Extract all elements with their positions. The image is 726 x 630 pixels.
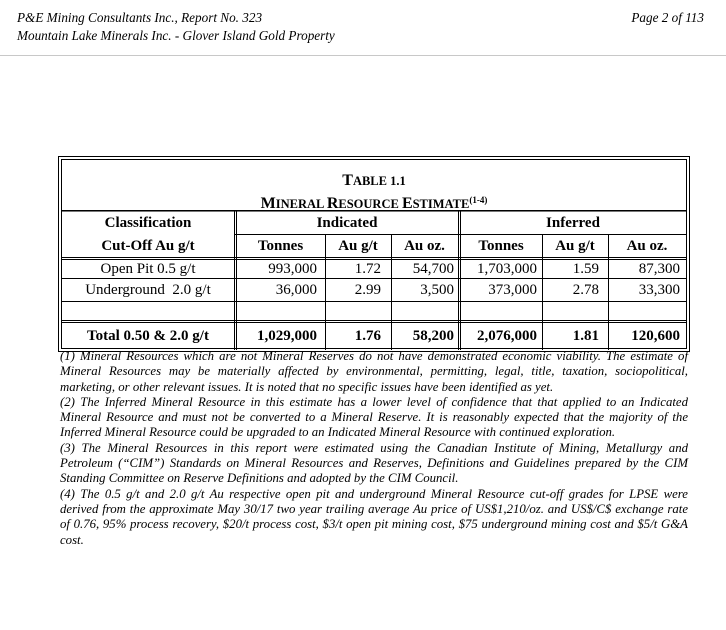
row-label: Underground 2.0 g/t bbox=[85, 282, 211, 298]
report-title: P&E Mining Consultants Inc., Report No. 323 bbox=[17, 10, 263, 25]
row-label: Open Pit 0.5 g/t bbox=[100, 261, 196, 277]
header-ind-au-oz: Au oz. bbox=[404, 238, 445, 254]
ind-tonnes-cell: 36,000 bbox=[275, 282, 317, 298]
inf-tonnes-cell: 1,703,000 bbox=[477, 261, 537, 277]
page-number: Page 2 of 113 bbox=[631, 10, 704, 25]
note-1: (1) Mineral Resources which are not Mineral Reserves do not have demonstrated economic viability. The estimate of Mineral Resources may be materially affected by environmental, permitting, legal, title, taxation, sociopolitical, marketing, or other relevant issues. It is noted that no specific issues have been identified as yet. bbox=[60, 349, 688, 394]
inf-au-oz-cell: 33,300 bbox=[638, 282, 680, 298]
ind-au-oz-cell: 3,500 bbox=[420, 282, 454, 298]
header-cutoff: Cut-Off Au g/t bbox=[101, 238, 195, 254]
inf-au-gt-cell: 1.59 bbox=[572, 261, 599, 277]
table-notes bbox=[60, 349, 688, 548]
header-inf-tonnes: Tonnes bbox=[478, 238, 524, 254]
total-ind-au-oz: 58,200 bbox=[412, 328, 454, 344]
note-4: (4) The 0.5 g/t and 2.0 g/t Au respective open pit and underground Mineral Resource cut-off grades for LPSE were derived from the approximate May 30/17 two year trailing average Au price of US$1,210/oz. and US$/C$ exchange rate of 0.76, 95% process recovery, $20/t process cost, $3/t open pit mining cost, $75 underground mining cost and $5/t G&A cost. bbox=[60, 486, 688, 547]
header-ind-au-gt: Au g/t bbox=[338, 238, 378, 254]
table-caption: MINERAL RESOURCE ESTIMATE$^{(1-4)}$ bbox=[260, 195, 488, 212]
total-label: Total 0.50 & 2.0 g/t bbox=[87, 328, 209, 344]
header-divider bbox=[0, 55, 726, 56]
header-classification: Classification bbox=[104, 215, 192, 231]
property-title: Mountain Lake Minerals Inc. - Glover Island Gold Property bbox=[17, 28, 335, 43]
note-2: (2) The Inferred Mineral Resource in this estimate has a lower level of confidence that that applied to an Indicated Mineral Resource and must not be converted to a Mineral Reserve. It is reasonably expected that the majority of the Inferred Mineral Resource could be upgraded to an Indicated Mineral Resource with continued exploration. bbox=[60, 394, 688, 440]
ind-au-gt-cell: 1.72 bbox=[354, 261, 381, 277]
total-inf-au-gt: 1.81 bbox=[572, 328, 599, 344]
inf-au-oz-cell: 87,300 bbox=[638, 261, 680, 277]
caption-superscript: (1-4) bbox=[469, 195, 488, 205]
total-inf-tonnes: 2,076,000 bbox=[477, 328, 537, 344]
inf-au-gt-cell: 2.78 bbox=[572, 282, 599, 298]
table-rule bbox=[62, 211, 686, 212]
header-inf-au-oz: Au oz. bbox=[626, 238, 668, 254]
table-rule bbox=[62, 320, 686, 321]
inf-tonnes-cell: 373,000 bbox=[488, 282, 537, 298]
resource-table bbox=[58, 156, 690, 352]
note-3: (3) The Mineral Resources in this report were estimated using the Canadian Institute of Mining, Metallurgy and Petroleum (“CIM”) Standards on Mineral Resources and Reserves, Definitions and Guidelines prepared by the CIM Standing Committee on Reserve Definitions and adopted by the CIM Council. bbox=[60, 440, 688, 486]
total-inf-au-oz: 120,600 bbox=[631, 328, 680, 344]
resource-table-inner bbox=[61, 159, 687, 349]
table-title: TABLE 1.1 bbox=[342, 172, 406, 189]
header-inferred: Inferred bbox=[546, 215, 600, 231]
header-ind-tonnes: Tonnes bbox=[257, 238, 304, 254]
table-rule bbox=[62, 322, 686, 323]
table-rule bbox=[62, 257, 686, 258]
table-rule bbox=[458, 210, 459, 350]
table-rule bbox=[62, 301, 686, 302]
ind-au-gt-cell: 2.99 bbox=[354, 282, 381, 298]
header-inf-au-gt: Au g/t bbox=[555, 238, 595, 254]
total-ind-au-gt: 1.76 bbox=[354, 328, 381, 344]
report-header bbox=[17, 9, 335, 45]
ind-tonnes-cell: 993,000 bbox=[268, 261, 317, 277]
header-indicated: Indicated bbox=[316, 215, 378, 231]
ind-au-oz-cell: 54,700 bbox=[412, 261, 454, 277]
total-ind-tonnes: 1,029,000 bbox=[257, 328, 317, 344]
table-rule bbox=[234, 210, 235, 350]
